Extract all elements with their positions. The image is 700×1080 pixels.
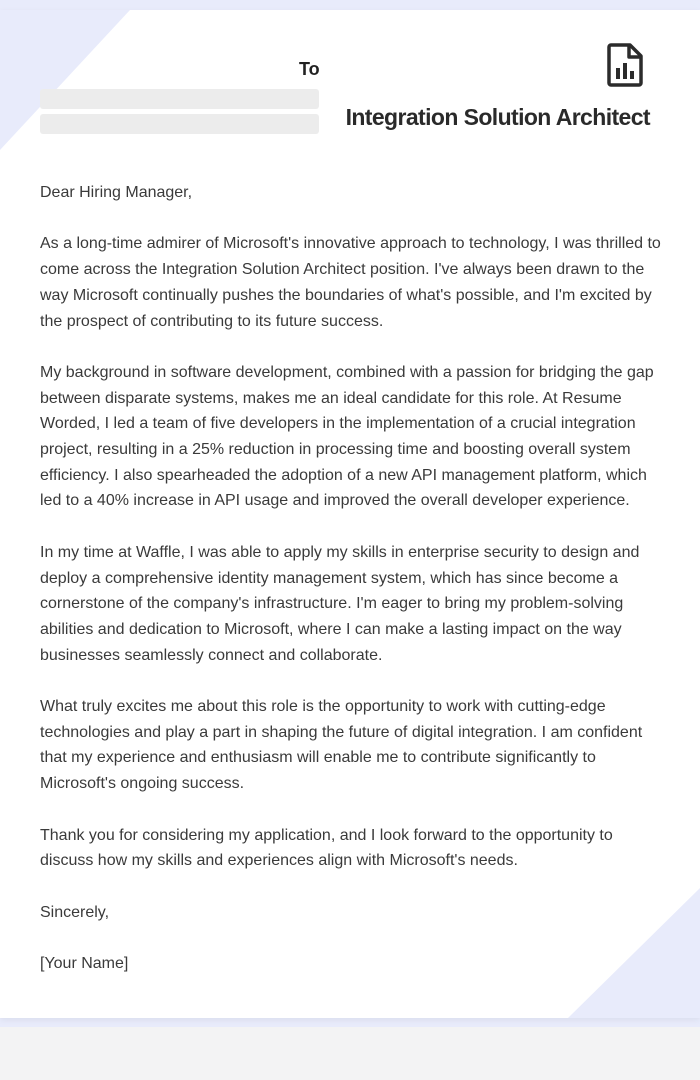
letter-sheet — [0, 10, 700, 1018]
closing: Sincerely, — [40, 903, 110, 921]
recipient-placeholder-line-1 — [40, 89, 319, 109]
signature: [Your Name] — [40, 954, 129, 972]
letter-body — [40, 180, 665, 1002]
paragraph: In my time at Waffle, I was able to apply my skills in enterprise security to design and deploy a comprehensive identity management system, which has since become a cornerstone of the company's infrastructure. I'm eager to bring my problem-solving abilities and dedication to Microsoft, where I can make a lasting impact on the way businesses seamlessly connect and collaborate. — [40, 543, 640, 664]
recipient-placeholder-line-2 — [40, 114, 319, 134]
paragraph: What truly excites me about this role is the opportunity to work with cutting-edge technologies and play a part in shaping the future of digital integration. I am confident that my experience and enthusiasm will enable me to contribute significantly to Microsoft's ongoing success. — [40, 698, 643, 793]
job-title: Integration Solution Architect — [345, 104, 650, 130]
document-chart-icon — [607, 43, 643, 87]
salutation: Dear Hiring Manager, — [40, 184, 193, 201]
to-label: To — [299, 59, 320, 79]
paragraph: As a long-time admirer of Microsoft's innovative approach to technology, I was thrilled to come across the Integration Solution Architect position. I've always been drawn to the way Microsoft continually pushes the boundaries of what's possible, and I'm excited by the prospect of contributing to its future success. — [40, 235, 661, 330]
paragraph: Thank you for considering my application, and I look forward to the opportunity to discuss how my skills and experiences align with Microsoft's needs. — [40, 826, 613, 870]
paragraph: My background in software development, combined with a passion for bridging the gap between disparate systems, makes me an ideal candidate for this role. At Resume Worded, I led a team of five developers in the implementation of a crucial integration project, resulting in a 25% reduction in processing time and boosting overall system efficiency. I also spearheaded the adoption of a new API management platform, which led to a 40% increase in API usage and improved the overall developer experience. — [40, 363, 654, 510]
